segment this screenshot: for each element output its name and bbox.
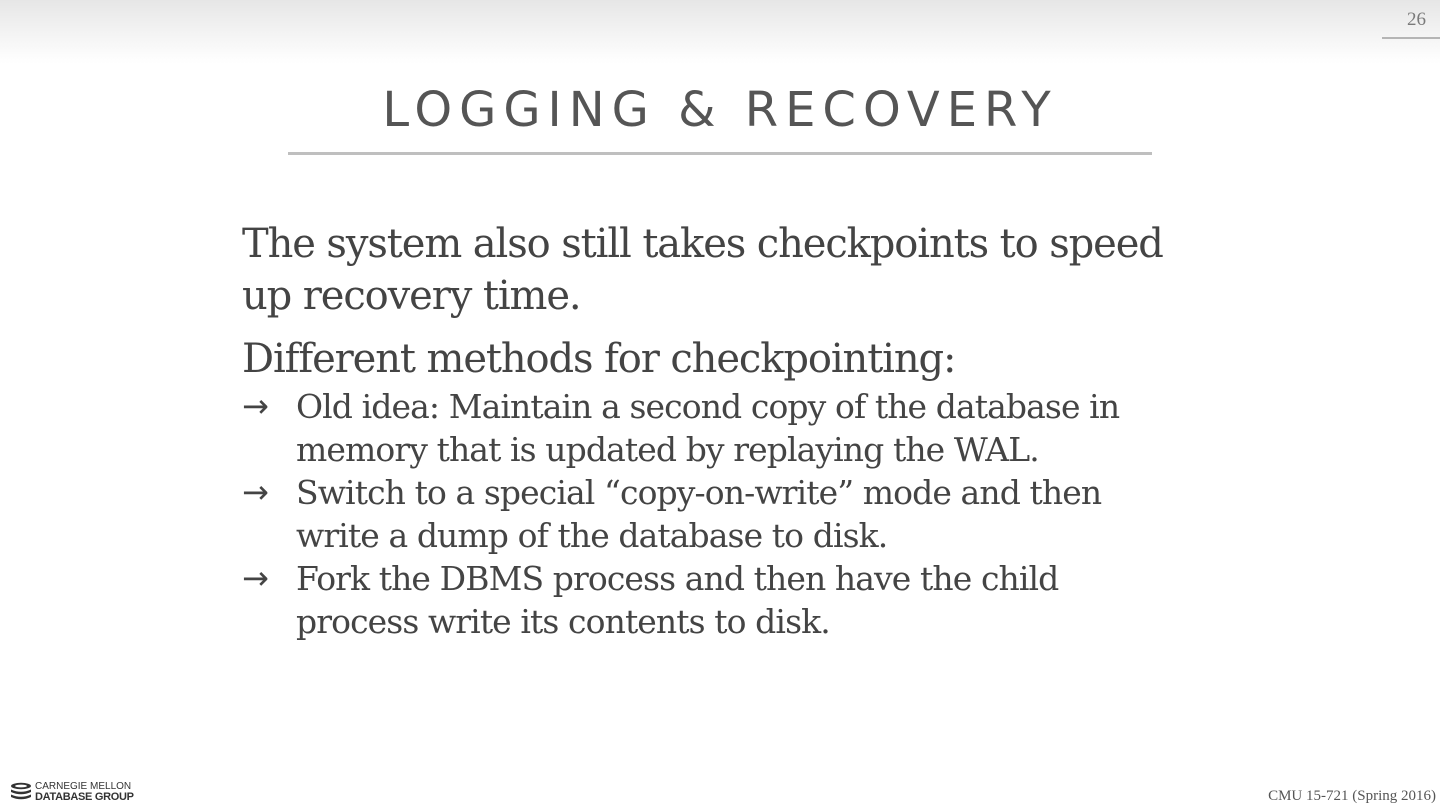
page-number: 26 <box>1407 9 1426 30</box>
logo-line-group: DATABASE GROUP <box>35 791 134 803</box>
list-item <box>242 385 1172 471</box>
logo-text <box>35 781 134 803</box>
arrow-right-icon: → <box>242 473 268 511</box>
slide-body <box>242 218 1172 643</box>
course-label: CMU 15-721 (Spring 2016) <box>1268 788 1436 804</box>
database-stack-icon <box>10 782 32 802</box>
slide-title: LOGGING & RECOVERY <box>382 82 1058 138</box>
top-gradient-band <box>0 0 1440 64</box>
list-item-text: Old idea: Maintain a second copy of the database in memory that is updated by replaying the WAL. <box>296 387 1120 469</box>
list-item <box>242 557 1172 643</box>
title-divider <box>288 152 1152 155</box>
list-item-text: Switch to a special “copy-on-write” mode and then write a dump of the database to disk. <box>296 473 1102 555</box>
cmu-db-logo <box>10 781 134 803</box>
body-paragraph-methods: Different methods for checkpointing: <box>242 336 956 382</box>
page-number-rule <box>1382 37 1440 39</box>
list-item-text: Fork the DBMS process and then have the child process write its contents to disk. <box>296 559 1059 641</box>
logo-line-university: CARNEGIE MELLON <box>35 781 132 792</box>
arrow-right-icon: → <box>242 559 268 597</box>
list-item <box>242 471 1172 557</box>
body-paragraph-checkpoints: The system also still takes checkpoints to speed up recovery time. <box>242 221 1163 319</box>
checkpoint-methods-list <box>242 385 1172 643</box>
arrow-right-icon: → <box>242 387 268 425</box>
